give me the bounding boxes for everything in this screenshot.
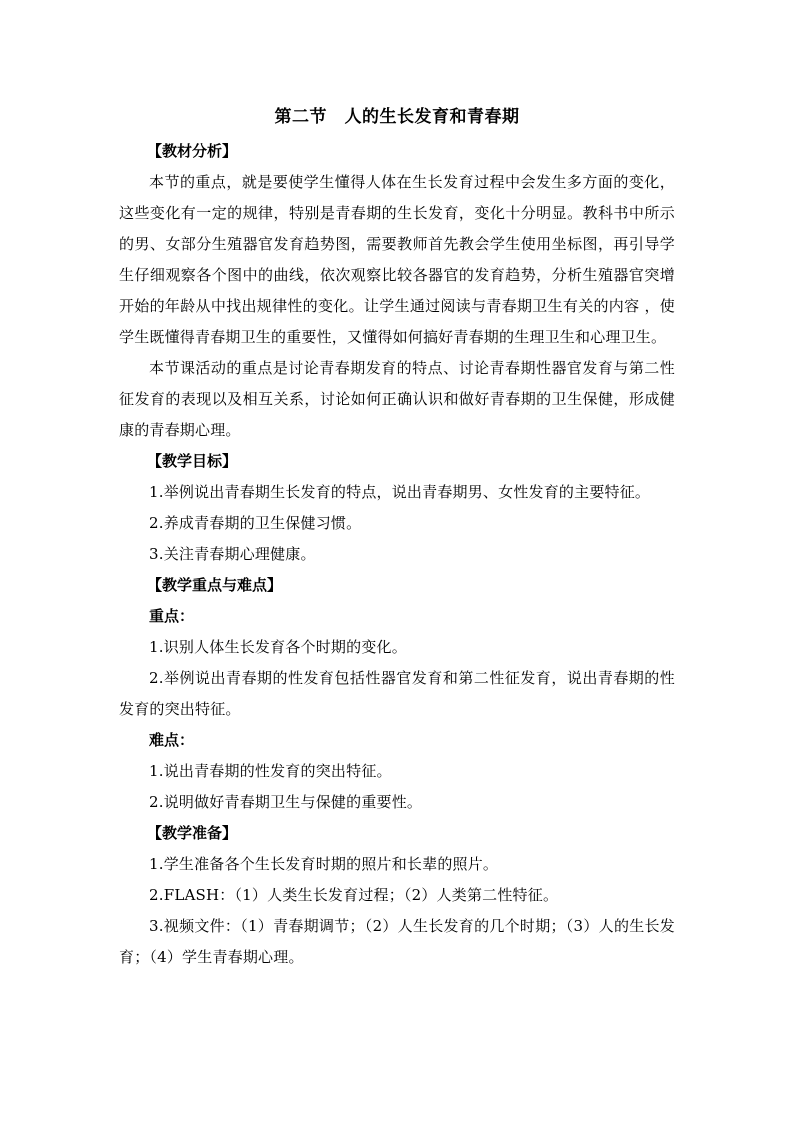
preparation-item-1: 1.学生准备各个生长发育时期的照片和长辈的照片。 [149,855,499,873]
difficult-points-label: 难点： [149,731,195,749]
goal-item-1: 1.举例说出青春期生长发育的特点，说出青春期男、女性发育的主要特征。 [149,483,651,501]
key-point-item-2: 2.举例说出青春期的性发育包括性器官发育和第二性征发育，说出青春期的性发育的突出特征。 [119,669,675,718]
heading-textbook-analysis: 【教材分析】 [147,142,238,160]
goal-item-2: 2.养成青春期的卫生保健习惯。 [149,514,362,532]
paragraph-analysis-2: 本节课活动的重点是讨论青春期发育的特点、讨论青春期性器官发育与第二性征发育的表现以及相互关系，讨论如何正确认识和做好青春期的卫生保健，形成健康的青春期心理。 [119,359,675,439]
preparation-item-2: 2.FLASH：（1）人类生长发育过程；（2）人类第二性特征。 [149,886,559,904]
heading-key-and-difficult-points: 【教学重点与难点】 [147,576,283,594]
preparation-item-3: 3.视频文件：（1）青春期调节；（2）人生长发育的几个时期；（3）人的生长发育；（4）学生青春期心理。 [119,917,675,966]
difficult-point-item-2: 2.说明做好青春期卫生与保健的重要性。 [149,793,423,811]
document-page [119,100,675,973]
difficult-point-item-1: 1.说出青春期的性发育的突出特征。 [149,762,392,780]
key-point-item-1: 1.识别人体生长发育各个时期的变化。 [149,638,407,656]
key-points-label: 重点： [149,607,195,625]
heading-teaching-preparation: 【教学准备】 [147,824,238,842]
document-title: 第二节 人的生长发育和青春期 [274,107,520,127]
goal-item-3: 3.关注青春期心理健康。 [149,545,316,563]
heading-teaching-goals: 【教学目标】 [147,452,238,470]
paragraph-analysis-1: 本节的重点，就是要使学生懂得人体在生长发育过程中会发生多方面的变化，这些变化有一定的规律，特别是青春期的生长发育，变化十分明显。教科书中所示的男、女部分生殖器官发育趋势图，需要教师首先教会学生使用坐标图，再引导学生仔细观察各个图中的曲线，依次观察比较各器官的发育趋势，分析生殖器官突增开始的年龄从中找出规律性的变化。让学生通过阅读与青春期卫生有关的内容 ，使学生既懂得青春期卫生的重要性，又懂得如何搞好青春期的生理卫生和心理卫生。 [119,173,675,346]
